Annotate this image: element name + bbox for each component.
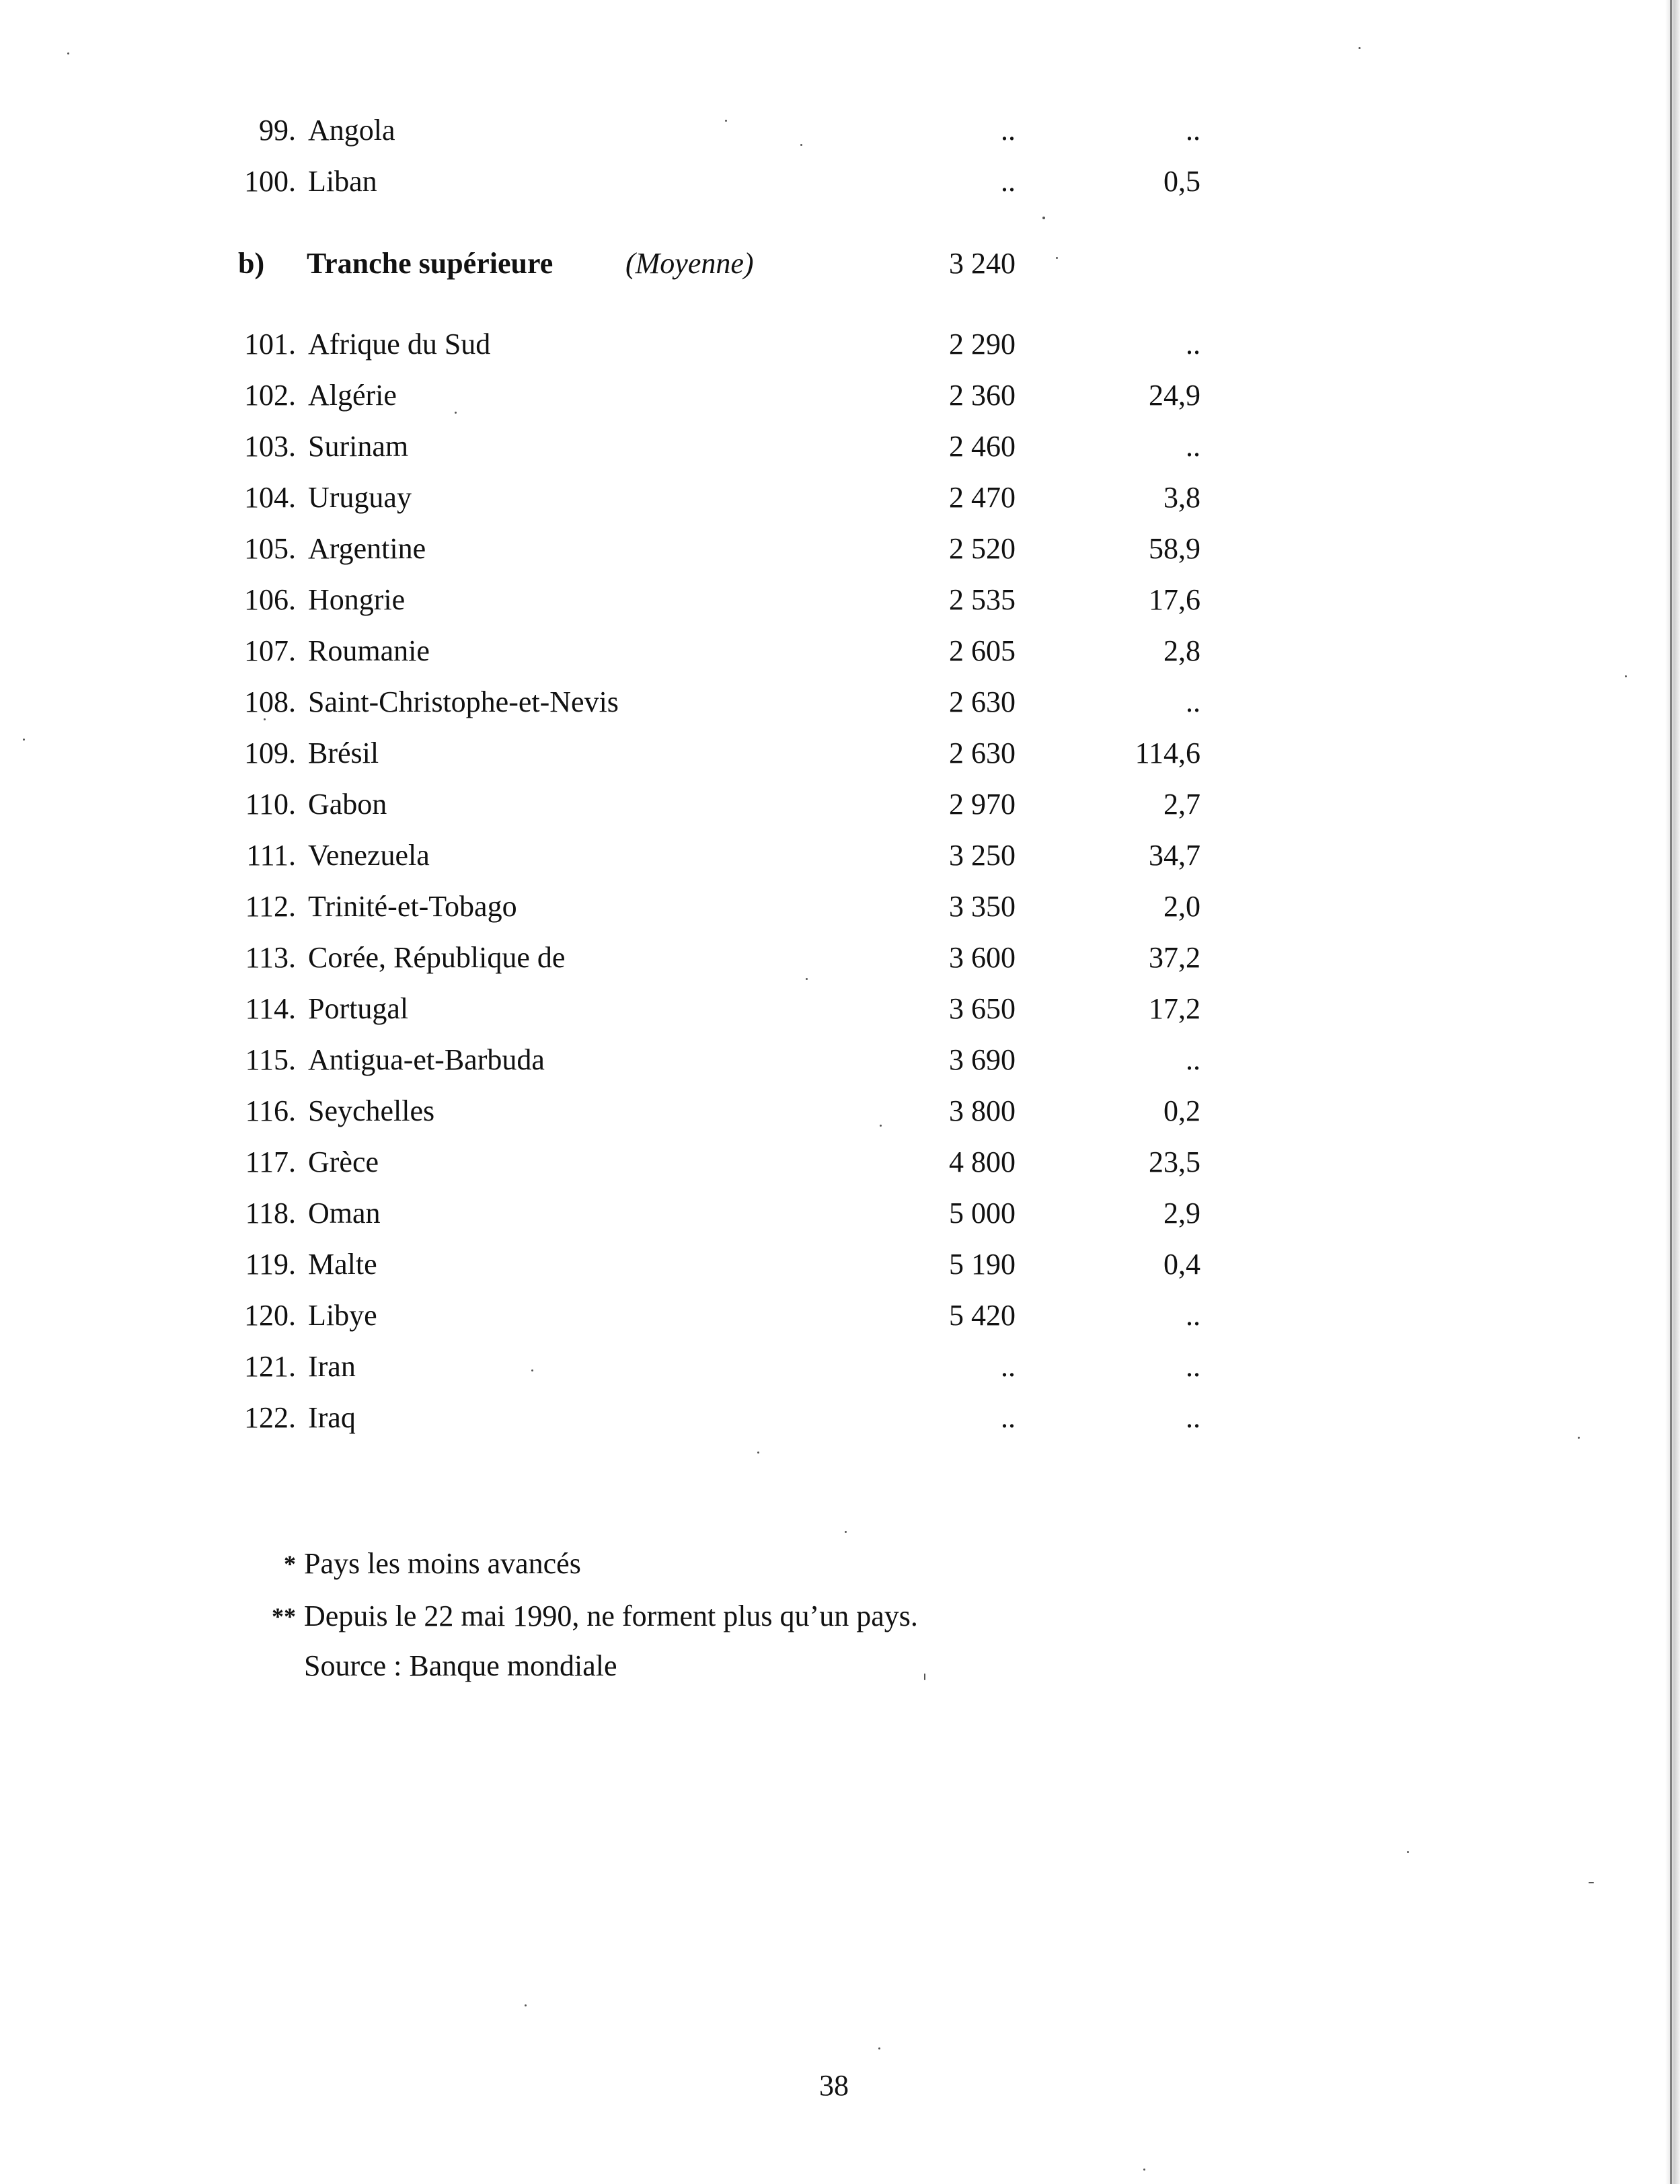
country-name: Corée, République de [308,941,566,974]
country-name: Venezuela [308,839,430,872]
country-name: Angola [308,114,395,147]
row-number: 101. [244,328,296,361]
value-column-1: 4 800 [949,1145,1016,1178]
source-text: Source : Banque mondiale [304,1649,617,1682]
country-name: Hongrie [308,583,406,616]
country-name: Algérie [308,379,397,412]
scan-speck [1578,1437,1580,1439]
table-row [0,626,1680,677]
country-name: Libye [308,1299,377,1332]
table-row [0,983,1680,1034]
row-number: 120. [244,1299,296,1332]
value-column-2: .. [1186,1350,1200,1383]
value-column-1: 2 970 [949,788,1016,821]
value-column-2: 2,7 [1163,788,1200,821]
source-note [0,1643,1680,1690]
country-name: Malte [308,1248,377,1281]
value-column-1: 3 250 [949,839,1016,872]
country-name: Uruguay [308,481,412,514]
scan-speck [1042,217,1045,219]
country-name: Grèce [308,1145,379,1178]
scan-speck [924,1673,925,1680]
table-row [0,1290,1680,1341]
row-number: 114. [245,992,296,1025]
row-number: 116. [245,1094,296,1127]
footnote-text: Depuis le 22 mai 1990, ne forment plus qu’un pays. [304,1599,918,1632]
table-row [0,881,1680,932]
value-column-1: 2 605 [949,634,1016,667]
country-name: Gabon [308,788,387,821]
value-column-2: 0,5 [1163,165,1200,198]
value-column-1: 5 000 [949,1197,1016,1230]
table-row [0,1188,1680,1239]
table-row [0,1239,1680,1290]
scan-speck [1143,2169,1145,2171]
value-column-1: 2 460 [949,430,1016,463]
row-number: 122. [244,1401,296,1434]
value-column-2: 114,6 [1135,737,1200,769]
value-column-2: 2,8 [1163,634,1200,667]
footnote [0,1540,1680,1587]
country-name: Oman [308,1197,381,1230]
table-row [0,1341,1680,1392]
value-column-2: .. [1186,114,1200,147]
value-column-2: 34,7 [1149,839,1200,872]
row-number: 100. [244,165,296,198]
row-number: 111. [246,839,296,872]
value-column-2: 24,9 [1149,379,1200,412]
row-number: 117. [245,1145,296,1178]
country-name: Seychelles [308,1094,435,1127]
value-column-2: 58,9 [1149,532,1200,565]
scan-speck [880,1125,882,1127]
value-column-2: 3,8 [1163,481,1200,514]
country-name: Surinam [308,430,409,463]
value-column-2: 2,0 [1163,890,1200,923]
country-name: Antigua-et-Barbuda [308,1043,545,1076]
scan-speck [67,52,69,54]
section-heading [0,237,1680,291]
value-column-1: .. [1001,165,1016,198]
value-column-1: 2 470 [949,481,1016,514]
country-name: Afrique du Sud [308,328,491,361]
row-number: 112. [245,890,296,923]
value-column-2: 23,5 [1149,1145,1200,1178]
scan-speck [878,2047,880,2049]
table-row [0,1392,1680,1443]
value-column-1: .. [1001,1350,1016,1383]
value-column-1: 3 600 [949,941,1016,974]
row-number: 106. [244,583,296,616]
section-title: Tranche supérieure [307,247,553,280]
value-column-2: 17,2 [1149,992,1200,1025]
value-column-2: 0,4 [1163,1248,1200,1281]
table-row [0,830,1680,881]
section-average-label: (Moyenne) [625,247,754,280]
scan-speck [455,412,457,414]
row-number: 99. [259,114,296,147]
row-number: 105. [244,532,296,565]
table-row [0,677,1680,728]
scan-speck [1056,257,1058,259]
row-number: 103. [244,430,296,463]
table-row [0,574,1680,626]
value-column-1: 3 690 [949,1043,1016,1076]
country-name: Iran [308,1350,356,1383]
scan-speck [757,1452,759,1454]
row-number: 118. [245,1197,296,1230]
country-name: Brésil [308,737,379,769]
footnote-text: Pays les moins avancés [304,1547,581,1580]
value-column-2: .. [1186,1043,1200,1076]
table-row [0,1137,1680,1188]
table-row [0,421,1680,472]
row-number: 121. [244,1350,296,1383]
country-name: Argentine [308,532,426,565]
value-column-2: 2,9 [1163,1197,1200,1230]
table-row [0,1086,1680,1137]
country-name: Portugal [308,992,409,1025]
value-column-1: .. [1001,1401,1016,1434]
scan-speck [531,1369,533,1371]
page-number: 38 [819,2069,849,2102]
value-column-2: .. [1186,430,1200,463]
row-number: 113. [245,941,296,974]
footnote-marker: ** [272,1603,296,1630]
table-row [0,370,1680,421]
scan-speck [23,739,25,741]
scan-speck [800,144,802,146]
value-column-1: 2 520 [949,532,1016,565]
value-column-1: .. [1001,114,1016,147]
scan-speck [845,1531,847,1533]
country-name: Liban [308,165,377,198]
table-row [0,1034,1680,1086]
value-column-2: 0,2 [1163,1094,1200,1127]
row-number: 115. [245,1043,296,1076]
table-row [0,472,1680,523]
row-number: 110. [245,788,296,821]
table-row [0,156,1680,207]
value-column-1: 5 420 [949,1299,1016,1332]
row-number: 104. [244,481,296,514]
value-column-1: 3 650 [949,992,1016,1025]
value-column-1: 2 630 [949,685,1016,718]
table-row [0,932,1680,983]
value-column-2: 17,6 [1149,583,1200,616]
value-column-2: .. [1186,328,1200,361]
value-column-2: .. [1186,685,1200,718]
scan-speck [1359,47,1361,49]
value-column-1: 5 190 [949,1248,1016,1281]
value-column-1: 2 535 [949,583,1016,616]
section-average-value: 3 240 [949,247,1016,280]
country-name: Saint-Christophe-et-Nevis [308,685,619,718]
scan-speck [1625,675,1627,677]
section-label: b) [238,247,265,280]
value-column-2: 37,2 [1149,941,1200,974]
row-number: 108. [244,685,296,718]
scan-speck [806,978,808,980]
value-column-1: 2 360 [949,379,1016,412]
value-column-1: 2 630 [949,737,1016,769]
scan-speck [264,718,266,720]
footnote-marker: * [284,1550,296,1577]
table-row [0,728,1680,779]
country-name: Roumanie [308,634,430,667]
country-name: Iraq [308,1401,356,1434]
row-number: 109. [244,737,296,769]
scan-speck [525,2004,527,2006]
footnote [0,1593,1680,1640]
scan-speck [725,120,727,122]
country-name: Trinité-et-Tobago [308,890,517,923]
scan-speck [1589,1882,1594,1883]
scan-speck [1407,1851,1409,1853]
row-number: 102. [244,379,296,412]
value-column-1: 3 800 [949,1094,1016,1127]
value-column-1: 2 290 [949,328,1016,361]
row-number: 119. [245,1248,296,1281]
table-row [0,105,1680,156]
value-column-2: .. [1186,1401,1200,1434]
value-column-1: 3 350 [949,890,1016,923]
table-row [0,779,1680,830]
row-number: 107. [244,634,296,667]
table-row [0,319,1680,370]
value-column-2: .. [1186,1299,1200,1332]
table-row [0,523,1680,574]
